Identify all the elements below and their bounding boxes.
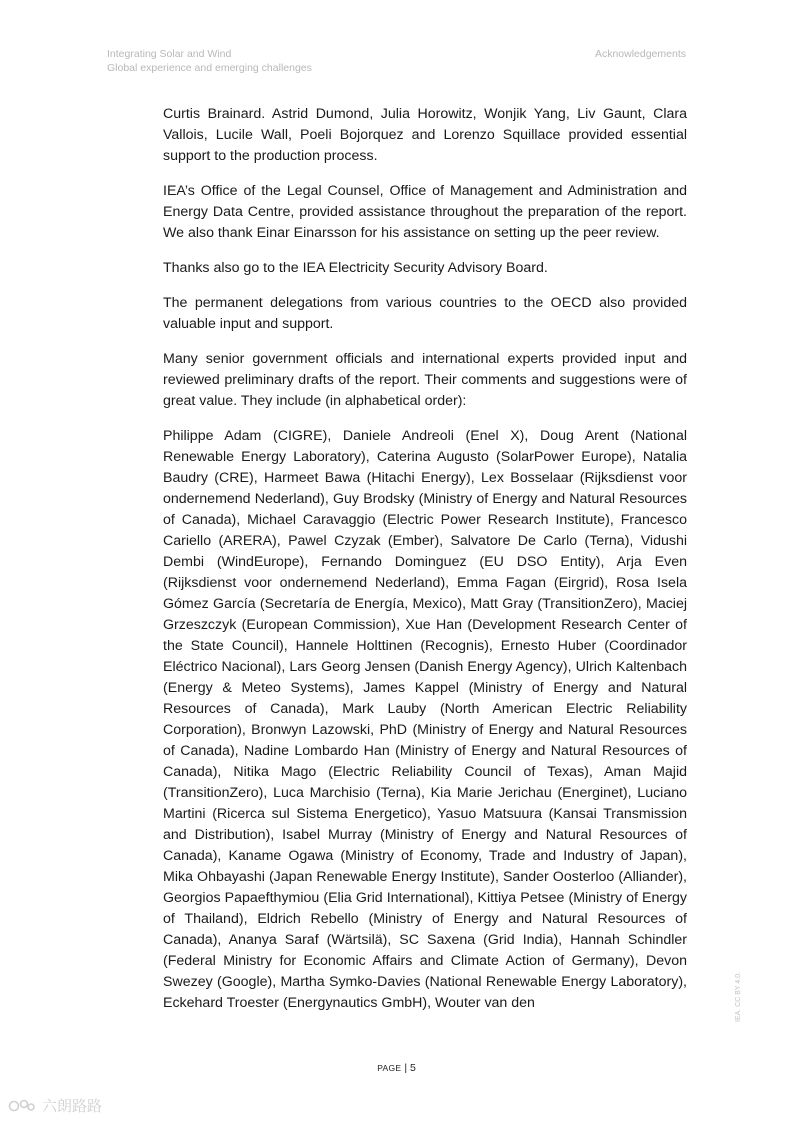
report-title-block	[107, 47, 312, 75]
report-title: Integrating Solar and Wind	[107, 48, 232, 60]
paragraph-reviewers-list: Philippe Adam (CIGRE), Daniele Andreoli (Enel X), Doug Arent (National Renewable Energy Laboratory), Caterina Augusto (SolarPower Europe), Natalia Baudry (CRE), Harmeet Bawa (Hitachi Energy), Lex Bosselaar (Rijksdienst voor ondernemend Nederland), Guy Brodsky (Ministry of Energy and Natural Resources of Canada), Michael Caravaggio (Electric Power Research Institute), Francesco Cariello (ARERA), Pawel Czyzak (Ember), Salvatore De Carlo (Terna), Vidushi Dembi (WindEurope), Fernando Dominguez (EU DSO Entity), Arja Even (Rijksdienst voor ondernemend Nederland), Emma Fagan (Eirgrid), Rosa Isela Gómez García (Secretaría de Energía, Mexico), Matt Gray (TransitionZero), Maciej Grzeszczyk (European Commission), Xue Han (Development Research Center of the State Council), Hannele Holttinen (Recognis), Ernesto Huber (Coordinador Eléctrico Nacional), Lars Georg Jensen (Danish Energy Agency), Ulrich Kaltenbach (Energy & Meteo Systems), James Kappel (Ministry of Energy and Natural Resources of Canada), Mark Lauby (North American Electric Reliability Corporation), Bronwyn Lazowski, PhD (Ministry of Energy and Natural Resources of Canada), Nadine Lombardo Han (Ministry of Energy and Natural Resources of Canada), Nitika Mago (Electric Reliability Council of Texas), Aman Majid (TransitionZero), Luca Marchisio (Terna), Kia Marie Jerichau (Energinet), Luciano Martini (Ricerca sul Sistema Energetico), Yasuo Matsuura (Kansai Transmission and Distribution), Isabel Murray (Ministry of Energy and Natural Resources of Canada), Kaname Ogawa (Ministry of Economy, Trade and Industry of Japan), Mika Ohbayashi (Japan Renewable Energy Institute), Sander Oosterloo (Alliander), Georgios Papaefthymiou (Elia Grid International), Kittiya Petsee (Ministry of Energy of Thailand), Eldrich Rebello (Ministry of Energy and Natural Resources of Canada), Ananya Saraf (Wärtsilä), SC Saxena (Grid India), Hannah Schindler (Federal Ministry for Economic Affairs and Climate Action of Germany), Devon Swezey (Google), Martha Symko-Davies (National Renewable Energy Laboratory), Eckehard Troester (Energynautics GmbH), Wouter van den	[163, 428, 687, 1011]
report-subtitle: Global experience and emerging challenges	[107, 62, 312, 74]
paragraph-permanent-delegations: The permanent delegations from various countries to the OECD also provided valuable input and support.	[163, 295, 687, 332]
page-separator: |	[404, 1062, 408, 1074]
watermark	[8, 1095, 102, 1116]
paragraph-advisory-board: Thanks also go to the IEA Electricity Security Advisory Board.	[163, 260, 548, 276]
watermark-logo-icon	[8, 1098, 36, 1114]
page-footer	[0, 1062, 793, 1074]
paragraph-production-support: Curtis Brainard. Astrid Dumond, Julia Horowitz, Wonjik Yang, Liv Gaunt, Clara Vallois, Lucile Wall, Poeli Bojorquez and Lorenzo Squillace provided essential support to the production process.	[163, 106, 687, 164]
body-text	[163, 104, 687, 1028]
paragraph-legal-counsel: IEA’s Office of the Legal Counsel, Office of Management and Administration and Energy Data Centre, provided assistance throughout the preparation of the report. We also thank Einar Einarsson for his assistance on setting up the peer review.	[163, 183, 687, 241]
page-number: 5	[409, 1062, 416, 1074]
section-name: Acknowledgements	[594, 48, 686, 60]
page-label: PAGE	[377, 1063, 402, 1073]
paragraph-reviewers-intro: Many senior government officials and international experts provided input and reviewed preliminary drafts of the report. Their comments and suggestions were of great value. They include (in alphabetical order):	[163, 351, 687, 409]
license-note: IEA. CC BY 4.0.	[735, 971, 742, 1022]
watermark-text: 六朗路路	[42, 1098, 103, 1115]
